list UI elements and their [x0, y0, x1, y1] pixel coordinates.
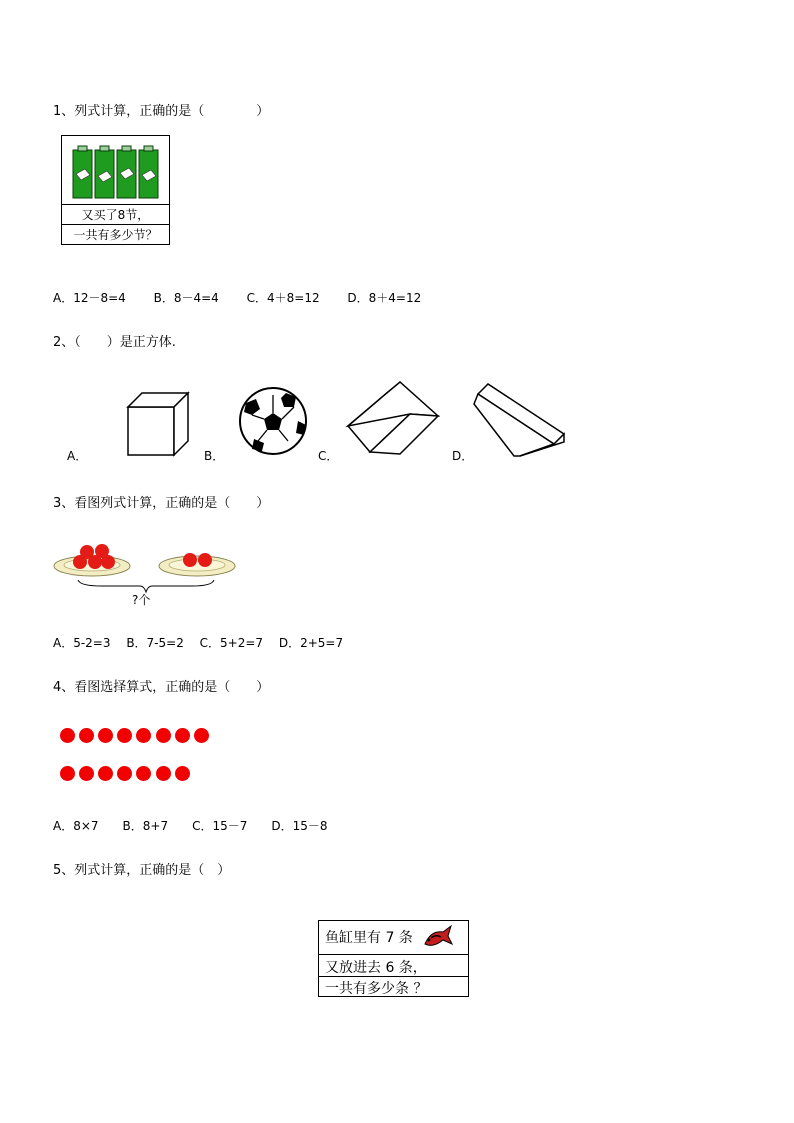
- question-1-options: A．12－8=4 B．8－4=4 C．4＋8=12 D．8＋4=12: [53, 291, 422, 305]
- question-4-stem: 4、看图选择算式，正确的是（ ）: [53, 680, 270, 695]
- red-dot: [175, 728, 190, 743]
- red-dot: [117, 728, 132, 743]
- question-1-figure-line1: 又买了8节，: [81, 208, 150, 222]
- red-dot: [98, 728, 113, 743]
- question-2-choice-a: A．: [67, 449, 88, 463]
- red-dot: [194, 728, 209, 743]
- question-3-options: A．5-2=3 B．7-5=2 C．5+2=7 D．2+5=7: [53, 636, 344, 650]
- tilted-cube-icon: [340, 376, 444, 460]
- question-5-figure-line3: 一共有多少条 ？: [325, 981, 428, 997]
- fish-icon: [421, 924, 453, 950]
- question-1-stem: 1、列式计算，正确的是（ ）: [53, 104, 270, 119]
- red-dot: [156, 728, 171, 743]
- question-5-figure: [318, 920, 469, 997]
- cuboid-icon: [472, 376, 568, 460]
- question-4-dot-row-2: [60, 766, 220, 786]
- question-2-choice-d: D．: [452, 449, 474, 463]
- question-1-figure: [61, 135, 170, 245]
- question-2-stem: 2、（ ）是正方体.: [53, 335, 176, 350]
- question-1-figure-line2: 一共有多少节？: [73, 228, 158, 242]
- soccer-ball-icon: [228, 381, 314, 463]
- red-dot: [79, 728, 94, 743]
- red-dot: [136, 766, 151, 781]
- cube-icon: [118, 385, 194, 461]
- question-5-figure-line1: 鱼缸里有 7 条: [325, 930, 413, 946]
- red-dot: [156, 766, 171, 781]
- red-dot: [98, 766, 113, 781]
- red-dot: [60, 728, 75, 743]
- red-dot: [175, 766, 190, 781]
- red-dot: [136, 728, 151, 743]
- red-dot: [79, 766, 94, 781]
- batteries-icon: [70, 144, 162, 200]
- question-2-choice-b: B．: [204, 449, 225, 463]
- question-5-figure-line2: 又放进去 6 条，: [325, 960, 427, 976]
- question-4-dot-row-1: [60, 728, 220, 748]
- question-3-brace-label: ?个: [132, 593, 151, 607]
- question-5-stem: 5、列式计算，正确的是（ ）: [53, 863, 231, 878]
- question-2-choice-c: C．: [318, 449, 339, 463]
- question-4-options: A．8×7 B．8+7 C．15－7 D．15－8: [53, 819, 328, 833]
- red-dot: [117, 766, 132, 781]
- question-3-stem: 3、看图列式计算，正确的是（ ）: [53, 496, 270, 511]
- red-dot: [60, 766, 75, 781]
